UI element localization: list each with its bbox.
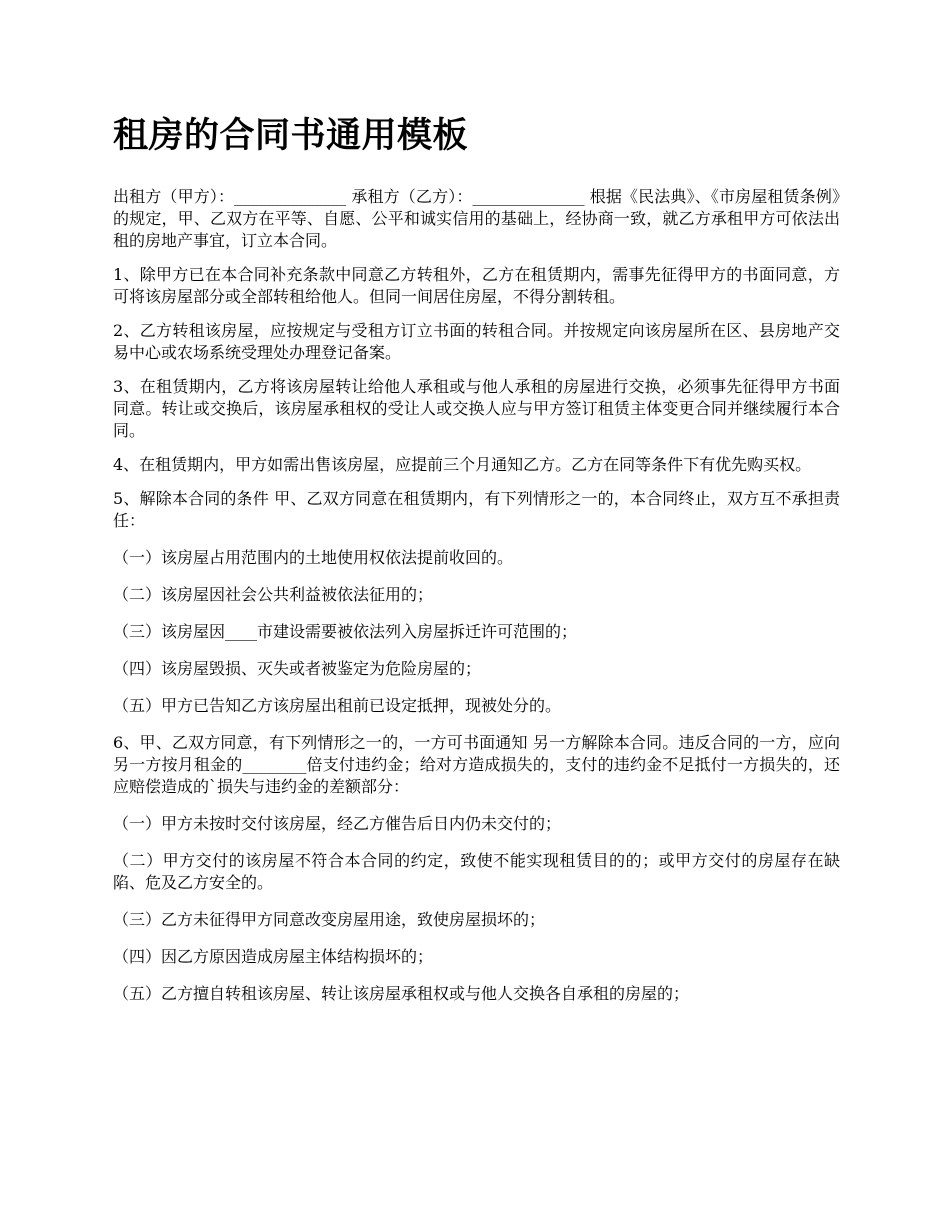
clause-5-item-4: （四）该房屋毁损、灭失或者被鉴定为危险房屋的；	[113, 659, 482, 678]
clause-4-paragraph: 4、在租赁期内，甲方如需出售该房屋，应提前三个月通知乙方。乙方在同等条件下有优先购买权。	[113, 455, 812, 474]
clause-5-paragraph: 5、解除本合同的条件 甲、乙双方同意在租赁期内，有下列情形之一的，本合同终止，双方互不承担责任：	[113, 489, 840, 530]
clause-6-item-3: （三）乙方未征得甲方同意改变房屋用途，致使房屋损坏的；	[113, 910, 546, 929]
document-title: 租房的合同书通用模板	[113, 116, 469, 156]
clause-5-item-5: （五）甲方已告知乙方该房屋出租前已设定抵押，现被处分的。	[113, 696, 562, 715]
document-page	[113, 112, 840, 1020]
clause-6-item-5: （五）乙方擅自转租该房屋、转让该房屋承租权或与他人交换各自承租的房屋的；	[113, 984, 690, 1003]
clause-6-item-2: （二）甲方交付的该房屋不符合本合同的约定，致使不能实现租赁目的的；或甲方交付的房屋存在缺陷、危及乙方安全的。	[113, 851, 840, 892]
clause-6-item-1: （一）甲方未按时交付该房屋，经乙方催告后日内仍未交付的；	[113, 814, 562, 833]
intro-paragraph: 出租方（甲方）：______________ 承租方（乙方）：______________ 根据《民法典》、《市房屋租赁条例》的规定，甲、乙双方在平等、自愿、公平和诚实信用的基础上，经协商一致，就乙方承租甲方可依法出租的房地产事宜，订立本合同。	[113, 187, 840, 250]
clause-5-item-3: （三）该房屋因____市建设需要被依法列入房屋拆迁许可范围的；	[113, 622, 578, 641]
clause-6-item-4: （四）因乙方原因造成房屋主体结构损坏的；	[113, 947, 434, 966]
clause-3-paragraph: 3、在租赁期内，乙方将该房屋转让给他人承租或与他人承租的房屋进行交换，必须事先征得甲方书面同意。转让或交换后，该房屋承租权的受让人或交换人应与甲方签订租赁主体变更合同并继续履行本合同。	[113, 377, 840, 440]
clause-5-item-1: （一）该房屋占用范围内的土地使用权依法提前收回的。	[113, 548, 514, 567]
clause-6-paragraph: 6、甲、乙双方同意，有下列情形之一的，一方可书面通知 另一方解除本合同。违反合同的一方，应向另一方按月租金的________倍支付违约金；给对方造成损失的，支付的违约金不足抵付一方损失的，还应赔偿造成的`损失与违约金的差额部分：	[113, 733, 840, 796]
clause-5-item-2: （二）该房屋因社会公共利益被依法征用的；	[113, 585, 434, 604]
clause-2-paragraph: 2、乙方转租该房屋，应按规定与受租方订立书面的转租合同。并按规定向该房屋所在区、县房地产交易中心或农场系统受理处办理登记备案。	[113, 321, 840, 362]
clause-1-paragraph: 1、除甲方已在本合同补充条款中同意乙方转租外，乙方在租赁期内，需事先征得甲方的书面同意，方可将该房屋部分或全部转租给他人。但同一间居住房屋，不得分割转租。	[113, 265, 840, 306]
